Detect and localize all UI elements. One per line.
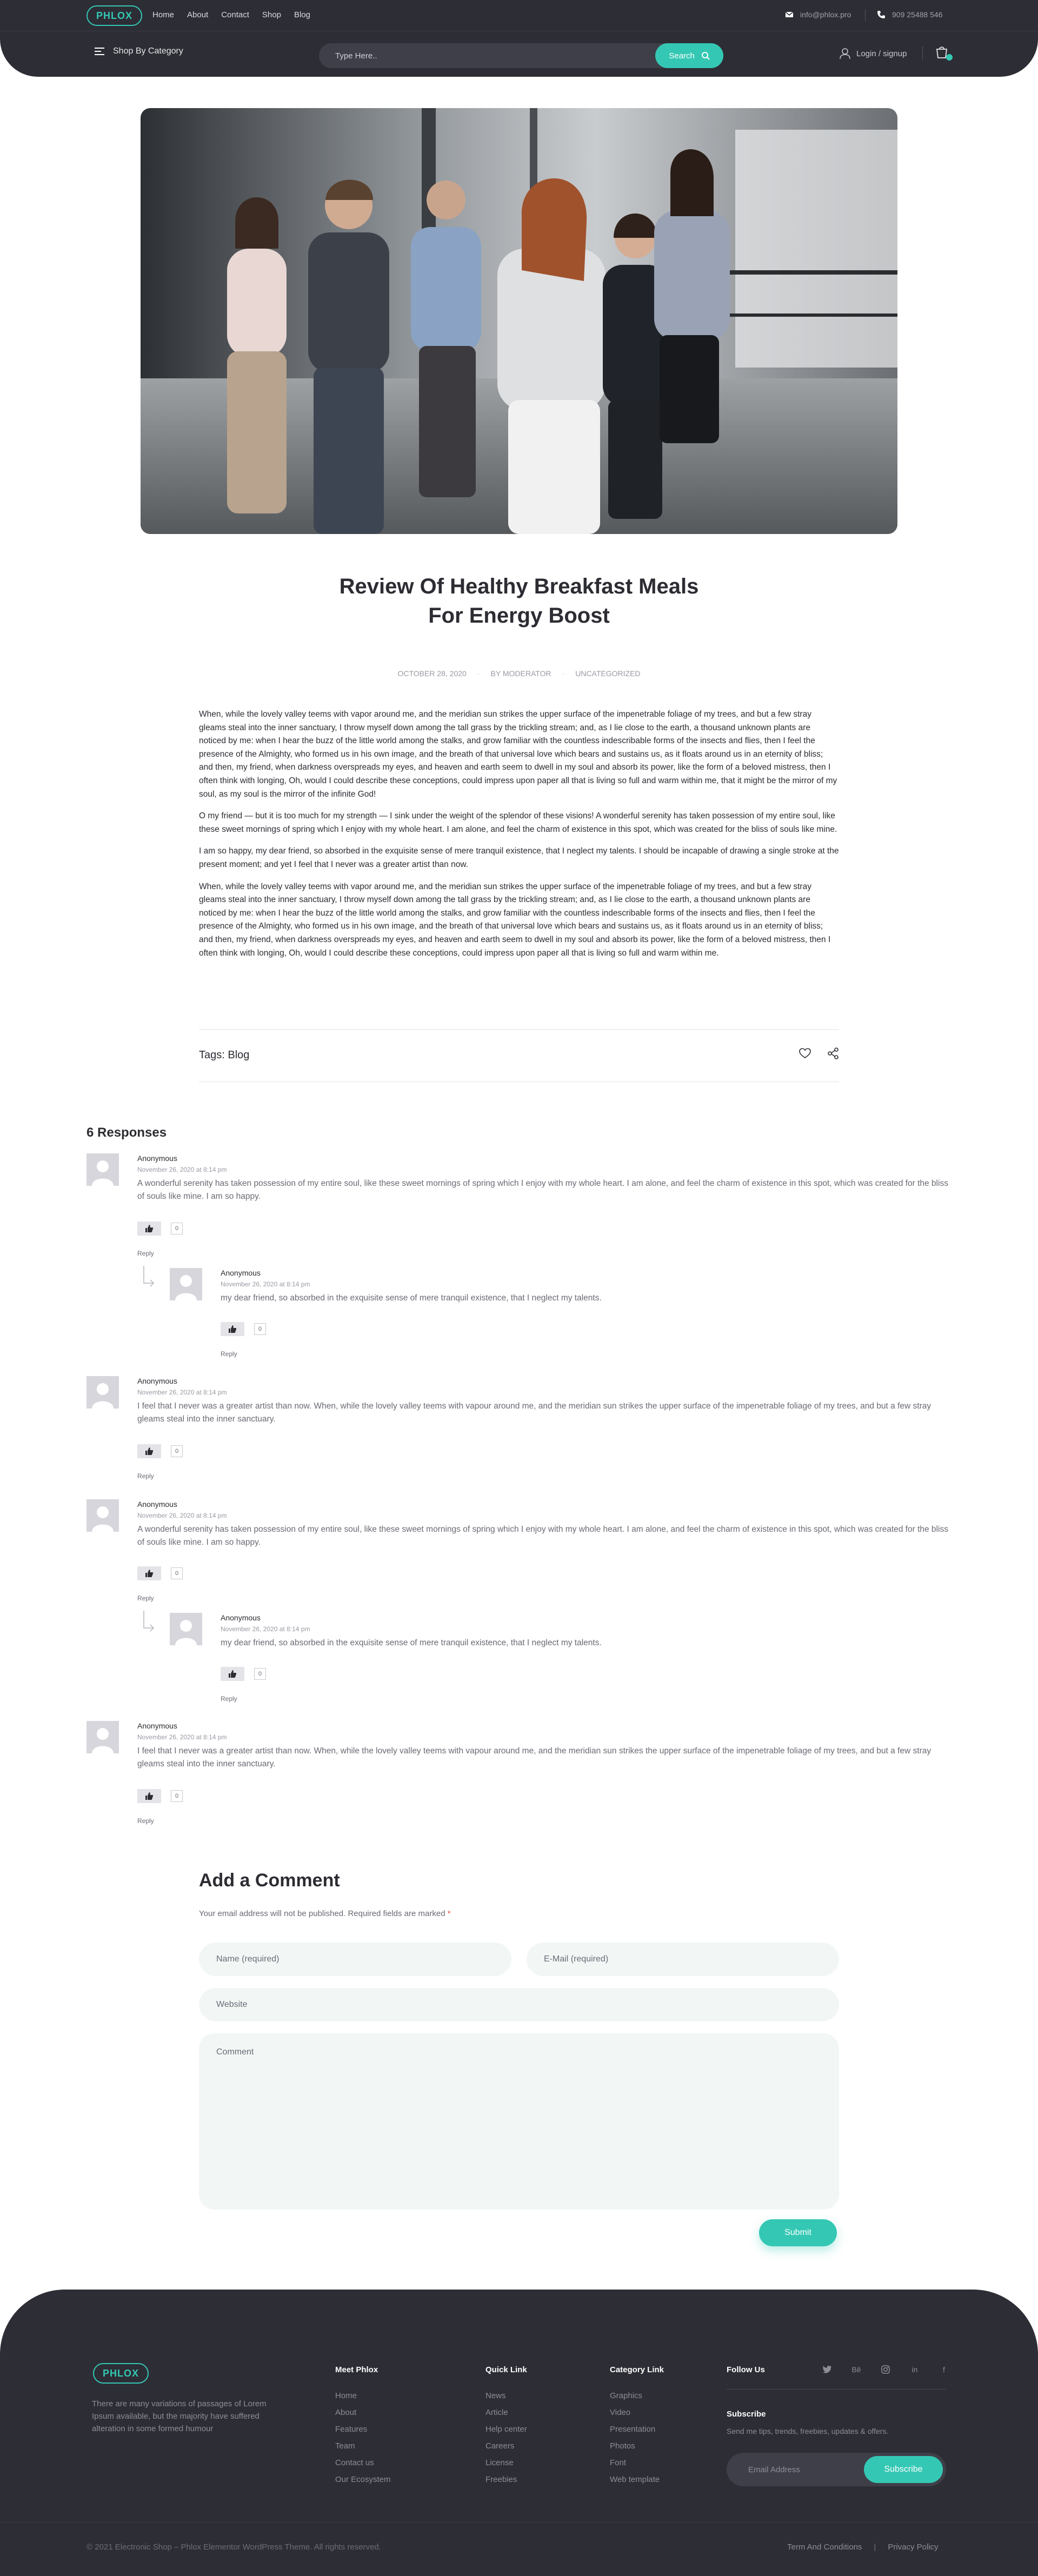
subscribe-note: Send me tips, trends, freebies, updates & offers. [727,2427,889,2435]
like-count: 0 [171,1445,183,1457]
thumbs-up-icon [145,1224,154,1233]
comment-likes [137,1222,183,1236]
thumbs-up-icon [228,1325,237,1333]
footer-link[interactable]: License [485,2458,514,2467]
phone-icon [877,10,886,19]
paragraph: O my friend — but it is too much for my strength — I sink under the weight of the splendor of these visions! A wonderful serenity has taken possession of my entire soul, like these sweet mornings of spring which I enjoy with my whole heart. I am alone, and feel the charm of existence in this spot, which was created for the bliss of souls like mine. [199,811,837,834]
avatar [86,1153,119,1186]
name-input[interactable] [199,1943,511,1976]
nav-shop[interactable]: Shop [262,10,281,19]
footer-column-category-link [610,2365,664,2488]
search-input[interactable] [335,43,638,68]
subscribe-form [727,2453,946,2486]
logo[interactable]: PHLOX [86,5,142,26]
like-count: 0 [171,1567,183,1579]
paragraph: When, while the lovely valley teems with vapor around me, and the meridian sun strikes the upper surface of the impenetrable foliage of my trees, and but a few stray gleams steal into the inner sanctuary, I throw myself down among the tall grass by the trickling stream; and, as I lie close to the earth, a thousand unknown plants are noticed by me: when I hear the buzz of the little world among the stalks, and grow familiar with the countless indescribable forms of the insects and flies, then I feel the presence of the Almighty, who formed us in his own image, and the breath of that universal love which bears and sustains us, as it floats around us in an eternity of bliss; and then, my friend, when darkness overspreads my eyes, and heaven and earth seem to dwell in my soul and absorb its power, like the form of a beloved mistress, then I often think with longing, Oh, would I could describe these conceptions, could impress upon paper all that is living so full and warm within me. [199,882,831,958]
like-count: 0 [254,1323,266,1335]
avatar-placeholder-icon [86,1721,119,1753]
like-button[interactable] [137,1444,161,1458]
office-team-photo [141,108,897,534]
comment-date[interactable]: November 26, 2020 at 8:14 pm [137,1389,227,1396]
footer-column-quick-link [485,2365,527,2488]
like-count: 0 [171,1790,183,1802]
post-category[interactable]: UNCATEGORIZED [575,669,641,678]
header-divider [922,46,923,59]
footer-link[interactable]: Team [335,2441,355,2451]
footer-link[interactable]: Our Ecosystem [335,2475,391,2484]
thumbs-up-icon [145,1569,154,1578]
post-author[interactable]: BY MODERATOR [490,669,551,678]
subscribe-title: Subscribe [727,2410,766,2419]
reply-link[interactable]: Reply [137,1817,154,1825]
shop-by-category-button[interactable] [95,46,183,56]
paragraph: I am so happy, my dear friend, so absorbed in the exquisite sense of mere tranquil existence, that I neglect my talents. I should be incapable of drawing a single stroke at the present moment; and yet I feel that I never was a greater artist than now. [199,846,839,869]
thumbs-up-icon [145,1447,154,1456]
email-text: info@phlox.pro [800,10,851,19]
contact-email[interactable] [785,10,851,19]
post-content [199,708,839,969]
comment-date[interactable]: November 26, 2020 at 8:14 pm [221,1280,310,1288]
avatar-placeholder-icon [170,1613,202,1645]
mail-icon [785,10,794,19]
post-tags[interactable]: Tags: Blog [199,1049,250,1061]
comment-text: my dear friend, so absorbed in the exquisite sense of mere tranquil existence, that I neglect my talents. [221,1638,602,1647]
footer-follow [727,2365,946,2474]
avatar [86,1376,119,1409]
reply-arrow-icon [143,1611,156,1632]
linkedin-icon[interactable]: in [911,2365,918,2374]
footer-link[interactable]: Web template [610,2475,660,2484]
comment-author[interactable]: Anonymous [221,1613,261,1622]
comment-likes [221,1667,266,1681]
comment-date[interactable]: November 26, 2020 at 8:14 pm [137,1733,227,1741]
terms-link[interactable]: Term And Conditions [787,2542,862,2552]
comment-likes [221,1322,266,1336]
like-button[interactable] [221,1667,244,1681]
subscribe-email-input[interactable] [748,2453,856,2486]
add-comment-title: Add a Comment [199,1870,340,1891]
site-header [0,0,1038,77]
nav-contact[interactable]: Contact [221,10,249,19]
login-label: Login / signup [856,49,907,58]
required-mark: * [447,1909,451,1918]
post-title [249,572,789,630]
facebook-icon[interactable]: f [943,2365,945,2374]
paragraph: When, while the lovely valley teems with vapor around me, and the meridian sun strikes the upper surface of the impenetrable foliage of my trees, and but a few stray gleams steal into the inner sanctuary, I throw myself down among the tall grass by the trickling stream; and, as I lie close to the earth, a thousand unknown plants are noticed by me: when I hear the buzz of the little world among the stalks, and grow familiar with the countless indescribable forms of the insects and flies, then I feel the presence of the Almighty, who formed us in his own image, and the breath of that universal love which bears and sustains us, as it floats around us in an eternity of bliss; and then, my friend, when darkness overspreads my eyes, and heaven and earth seem to dwell in my soul and absorb its power, like the form of a beloved mistress, then I often think with longing, Oh, would I could describe these conceptions, could impress upon paper all that is living so full and warm within me, that it might be the mirror of my soul, as my soul is the mirror of the infinite God! [199,710,837,799]
comment-likes [137,1566,183,1580]
comment-body [137,1153,948,1203]
footer-column-title: Category Link [610,2365,664,2374]
reply-link[interactable]: Reply [137,1472,154,1480]
comment-body [221,1613,923,1650]
site-footer [0,2290,1038,2576]
behance-icon[interactable]: Bē [851,2365,861,2374]
category-label: Shop By Category [113,46,183,56]
comment-likes [137,1789,183,1803]
menu-icon [95,48,104,55]
like-button[interactable] [221,1322,244,1336]
footer-link[interactable]: Features [335,2425,368,2434]
post-title-line-2: For Energy Boost [428,604,610,628]
avatar [170,1613,202,1645]
topbar [0,0,1038,31]
top-nav [152,10,310,19]
comment-date[interactable]: November 26, 2020 at 8:14 pm [221,1625,310,1633]
footer-link[interactable]: Home [335,2391,357,2400]
avatar-placeholder-icon [170,1268,202,1300]
search-icon [701,51,710,60]
footer-link[interactable]: Contact us [335,2458,374,2467]
share-icon[interactable] [827,1047,839,1059]
comment-author[interactable]: Anonymous [137,1377,177,1385]
email-input[interactable] [527,1943,839,1976]
follow-divider [727,2389,946,2390]
comment-body [137,1721,948,1771]
comment-body [137,1376,948,1426]
form-note-text: Your email address will not be published. Required fields are marked [199,1909,445,1918]
comment-author[interactable]: Anonymous [137,1500,177,1509]
comment-text: A wonderful serenity has taken possession of my entire soul, like these sweet mornings of spring which I enjoy with my whole heart. I am alone, and feel the charm of existence in this spot, which was created for the bliss of souls like mine. I am so happy. [137,1525,948,1547]
footer-link[interactable]: About [335,2408,357,2417]
comment-text: I feel that I never was a greater artist than now. When, while the lovely valley teems with vapour around me, and the meridian sun strikes the upper surface of the impenetrable foliage of my trees, and but a few stray gleams steal into the inner sanctuary. [137,1402,931,1424]
avatar [86,1721,119,1753]
like-button[interactable] [137,1566,161,1580]
comment-textarea[interactable] [199,2033,839,2210]
comment-date[interactable]: November 26, 2020 at 8:14 pm [137,1512,227,1519]
tags-bar [199,1029,839,1082]
avatar [170,1268,202,1300]
like-button[interactable] [137,1789,161,1803]
social-links [822,2364,949,2375]
footer-link[interactable]: Presentation [610,2425,656,2434]
footer-link[interactable]: Font [610,2458,627,2467]
post-title-line-1: Review Of Healthy Breakfast Meals [339,575,699,598]
footer-column-title: Quick Link [485,2365,527,2374]
website-input[interactable] [199,1988,839,2021]
cart-button[interactable] [934,44,953,63]
footer-link[interactable]: Photos [610,2441,635,2451]
nav-about[interactable]: About [187,10,209,19]
comment-author[interactable]: Anonymous [137,1154,177,1163]
comment-date[interactable]: November 26, 2020 at 8:14 pm [137,1166,227,1173]
search-bar [319,43,723,68]
footer-link[interactable]: Graphics [610,2391,643,2400]
post-meta [249,669,789,678]
footer-link[interactable]: Article [485,2408,508,2417]
nav-blog[interactable]: Blog [294,10,310,19]
reply-link[interactable]: Reply [221,1695,237,1703]
footer-column-meet-phlox [335,2365,391,2488]
login-signup-link[interactable] [839,48,907,59]
avatar-placeholder-icon [86,1499,119,1532]
contact-phone[interactable] [877,10,942,19]
post-actions [799,1047,839,1059]
reply-link[interactable]: Reply [221,1350,237,1358]
search-button[interactable] [655,43,723,68]
like-button[interactable] [137,1222,161,1236]
follow-title: Follow Us [727,2365,765,2374]
cart-badge [946,54,953,61]
user-icon [839,48,851,59]
footer-link[interactable]: Video [610,2408,631,2417]
twitter-icon[interactable] [822,2364,833,2375]
phone-text: 909 25488 546 [892,10,943,19]
reply-link[interactable]: Reply [137,1594,154,1602]
footer-about: There are many variations of passages of Lorem Ipsum available, but the majority have suffered alteration in some formed humour [92,2399,267,2433]
comment-likes [137,1444,183,1458]
comment-body [137,1499,948,1549]
submit-button[interactable]: Submit [759,2219,837,2246]
comment-text: my dear friend, so absorbed in the exquisite sense of mere tranquil existence, that I neglect my talents. [221,1293,602,1303]
reply-link[interactable]: Reply [137,1250,154,1257]
nav-home[interactable]: Home [152,10,175,19]
comment-author[interactable]: Anonymous [221,1269,261,1277]
avatar-placeholder-icon [86,1376,119,1409]
avatar [86,1499,119,1532]
footer-link[interactable]: Freebies [485,2475,517,2484]
comment-text: I feel that I never was a greater artist than now. When, while the lovely valley teems with vapour around me, and the meridian sun strikes the upper surface of the impenetrable foliage of my trees, and but a few stray gleams steal into the inner sanctuary. [137,1746,931,1769]
instagram-icon[interactable] [880,2364,891,2375]
heart-icon[interactable] [799,1047,811,1059]
footer-link[interactable]: News [485,2391,506,2400]
like-count: 0 [171,1223,183,1234]
footer-logo[interactable]: PHLOX [93,2363,149,2384]
thumbs-up-icon [145,1792,154,1800]
meta-separator: · [562,669,565,678]
footer-link[interactable]: Careers [485,2441,515,2451]
responses-title: 6 Responses [86,1125,167,1140]
contact-divider [865,9,866,21]
footer-link[interactable]: Help center [485,2425,527,2434]
footer-column-title: Meet Phlox [335,2365,378,2374]
post-featured-image [141,108,897,534]
copyright: © 2021 Electronic Shop – Phlox Elementor WordPress Theme. All rights reserved. [86,2542,381,2552]
post-date[interactable]: OCTOBER 28, 2020 [397,669,467,678]
avatar-placeholder-icon [86,1153,119,1186]
reply-arrow-icon [143,1266,156,1287]
comment-body [221,1268,923,1305]
legal-links [787,2542,939,2552]
comment-text: A wonderful serenity has taken possession of my entire soul, like these sweet mornings of spring which I enjoy with my whole heart. I am alone, and feel the charm of existence in this spot, which was created for the bliss of souls like mine. I am so happy. [137,1179,948,1201]
meta-separator: · [477,669,480,678]
form-note [199,1909,451,1918]
subscribe-button[interactable]: Subscribe [864,2456,943,2483]
legal-separator: | [874,2542,876,2552]
privacy-link[interactable]: Privacy Policy [888,2542,939,2552]
comment-author[interactable]: Anonymous [137,1721,177,1730]
search-button-label: Search [669,51,695,61]
like-count: 0 [254,1668,266,1680]
thumbs-up-icon [228,1670,237,1678]
